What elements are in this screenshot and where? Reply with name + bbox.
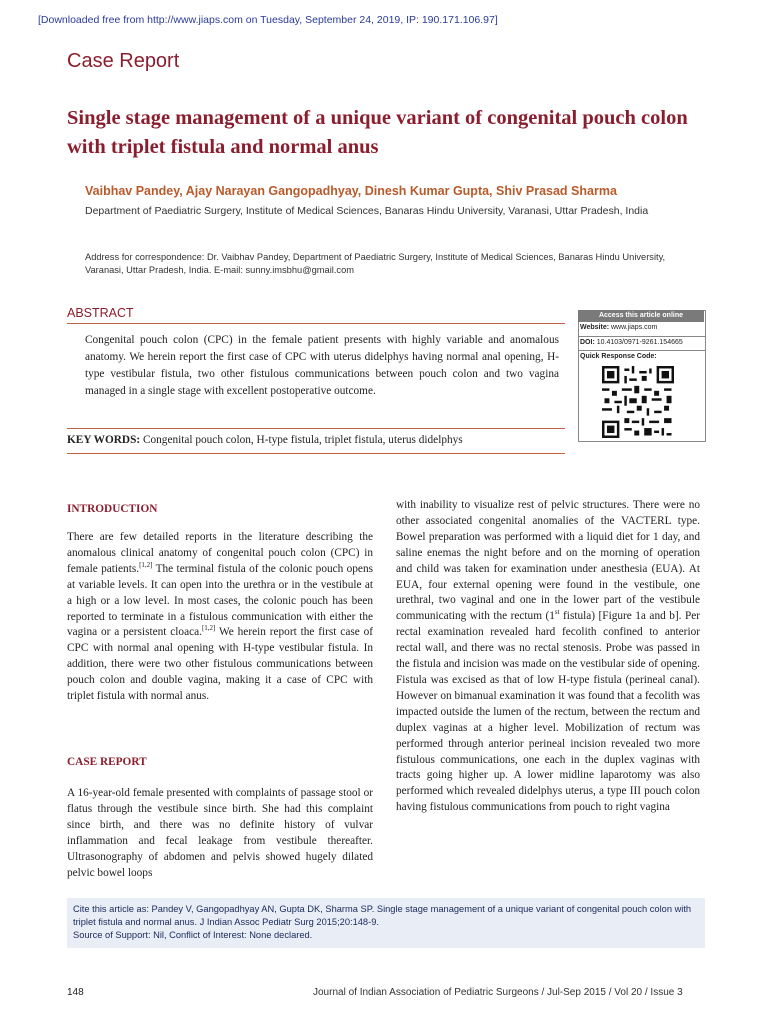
- citation-text: [73, 903, 699, 942]
- article-type: Case Report: [67, 50, 180, 72]
- abstract-text: Congenital pouch colon (CPC) in the female patient presents with highly variable and anomalous anatomy. We herein report the first case of CPC with uterus didelphys having normal anal opening, H-type vestibular fistula, two other fistulous communications between pouch colon and two vagina managed in a single stage with excellent postoperative outcome.: [85, 334, 559, 397]
- divider: [578, 350, 706, 351]
- download-notice: [Downloaded free from http://www.jiaps.com on Tuesday, September 24, 2019, IP: 190.171.106.97]: [38, 14, 498, 26]
- keywords-label: KEY WORDS:: [67, 434, 141, 446]
- affiliation: Department of Paediatric Surgery, Institute of Medical Sciences, Banaras Hindu University, Varanasi, Uttar Pradesh, India: [85, 205, 649, 217]
- right-column-paragraph: with inability to visualize rest of pelvic structures. There were no other associated congenital anomalies of the VACTERL type. Bowel preparation was performed with a liquid diet for 1 day, and saline enemas the night before and on the morning of operation and child was taken for examination under anesthesia (EUA). At EUA, four external opening were found in the vestibule, one urethral, two vaginal and one in the lower part of the vestibule communicating with the rectum (1st fistula) [Figure 1a and b]. Per rectal examination revealed hard fecolith confined to anterior rectal wall, and there was no rectal stenosis. Probe was passed in the fistula and incision was made on the vestibular side of opening. Fistula was excised as that of low H-type fistula (perineal canal). However on bimanual examination it was found that a fecolith was impacted outside the lumen of the rectum, between the rectum and duplex vaginas at a higher level. Mobilization of rectum was performed through anterior perineal incision revealed two more fistulous communications, one each in the duplex vaginas with tracts going higher up. A lower midline laparotomy was also performed which revealed didelphys uterus, a type III pouch colon having fistulous communications from pouch to right vagina: [396, 499, 701, 814]
- article-title: Single stage management of a unique variant of congenital pouch colon with triplet fistula and normal anus: [67, 107, 688, 158]
- access-box-heading: Access this article online: [578, 310, 704, 322]
- citation-line: Cite this article as: Pandey V, Gangopadhyay AN, Gupta DK, Sharma SP. Single stage management of a unique variant of congenital pouch colon with triplet fistula and normal anus. J Indian Assoc Pediatr Surg 2015;20:148-9.: [73, 904, 692, 927]
- website-link[interactable]: www.jiaps.com: [611, 324, 658, 331]
- section-heading-introduction: INTRODUCTION: [67, 503, 158, 515]
- section-heading-case-report: CASE REPORT: [67, 756, 147, 768]
- abstract-heading: ABSTRACT: [67, 306, 134, 320]
- keywords-text: Congenital pouch colon, H-type fistula, triplet fistula, uterus didelphys: [142, 434, 463, 446]
- page-number: 148: [67, 987, 84, 998]
- qr-code-icon: [602, 366, 674, 438]
- keywords: [67, 434, 463, 446]
- journal-footer: Journal of Indian Association of Pediatric Surgeons / Jul-Sep 2015 / Vol 20 / Issue 3: [313, 987, 683, 998]
- support-line: Source of Support: Nil, Conflict of Interest: None declared.: [73, 930, 313, 940]
- website-row: [580, 324, 702, 331]
- website-label: Website:: [580, 324, 610, 331]
- correspondence-address: Address for correspondence: Dr. Vaibhav Pandey, Department of Paediatric Surgery, Institute of Medical Sciences, Banaras Hindu University, Varanasi, Uttar Pradesh, India. E-mail: sunny.imsbhu@gmail.com: [85, 252, 666, 275]
- divider: [578, 336, 706, 337]
- doi-value[interactable]: 10.4103/0971-9261.154665: [596, 339, 683, 346]
- case-report-paragraph: A 16-year-old female presented with complaints of passage stool or flatus through the vestibule since birth. She had this complaint since birth, and there was no definite history of vulvar inflammation and fecal leakage from vestibule thereafter. Ultrasonography of abdomen and pelvis showed hugely dilated pelvic bowel loops: [67, 787, 373, 879]
- divider: [67, 323, 565, 324]
- author-list: Vaibhav Pandey, Ajay Narayan Gangopadhyay, Dinesh Kumar Gupta, Shiv Prasad Sharma: [85, 184, 617, 198]
- divider: [67, 428, 565, 429]
- divider: [67, 453, 565, 454]
- doi-row: [580, 339, 702, 346]
- introduction-paragraph: There are few detailed reports in the literature describing the anomalous clinical anatomy of congenital pouch colon (CPC) in female patients.[1,2] The terminal fistula of the colonic pouch opens at variable levels. It can open into the urethra or in the vestibule at a high or a low level. In most cases, the colonic pouch has been reported to terminate in a fistulous communication with either the vagina or a persistent cloaca.[1,2] We herein report the first case of CPC with normal anal opening with H-type vestibular fistula. In addition, there were two other fistulous communications between pouch colon and double vagina, making it a case of CPC with triplet fistula with normal anus.: [67, 531, 374, 703]
- qr-label: Quick Response Code:: [580, 353, 657, 360]
- doi-label: DOI:: [580, 339, 595, 346]
